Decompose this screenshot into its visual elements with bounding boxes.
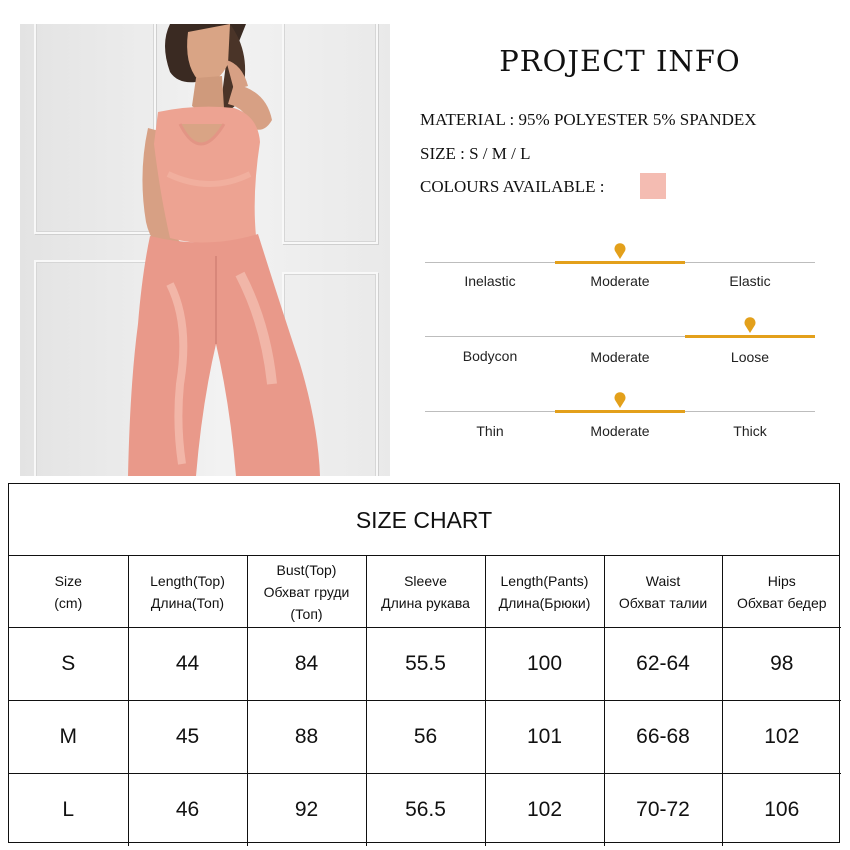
colours-text: COLOURS AVAILABLE : — [420, 177, 605, 196]
project-info-title: PROJECT INFO — [499, 44, 741, 78]
table-cell: M — [9, 701, 128, 774]
elasticity-scale — [425, 262, 815, 322]
header-line: (Топ) — [290, 605, 323, 622]
scale-label: Thin — [476, 423, 504, 439]
scale-label: Moderate — [590, 423, 650, 439]
header-line: Обхват бедер — [736, 594, 827, 611]
scale-label: Moderate — [590, 273, 650, 289]
table-cell: 44 — [128, 628, 247, 701]
table-cell: 55.5 — [366, 628, 485, 701]
size-text: SIZE : S / M / L — [420, 144, 531, 163]
table-cell: 45 — [128, 701, 247, 774]
scale-label: Inelastic — [464, 273, 516, 289]
scale-label: Loose — [730, 349, 770, 365]
header-line: Size — [54, 572, 82, 589]
table-cell: 102 — [485, 774, 604, 847]
table-cell: 92 — [247, 774, 366, 847]
colour-swatch — [640, 173, 666, 199]
table-header-row — [9, 556, 841, 628]
header-length-pants — [485, 556, 604, 628]
header-line: Length(Pants) — [500, 572, 589, 589]
table-cell: 66-68 — [604, 701, 722, 774]
size-chart-title: SIZE CHART — [9, 484, 839, 556]
model-figure — [20, 24, 390, 476]
header-line: Hips — [767, 572, 796, 589]
header-size — [9, 556, 128, 628]
table-cell: 56.5 — [366, 774, 485, 847]
header-length-top — [128, 556, 247, 628]
table-cell: 88 — [247, 701, 366, 774]
header-line: Waist — [645, 572, 681, 589]
scale-label: Moderate — [590, 349, 650, 365]
table-cell: 62-64 — [604, 628, 722, 701]
scale-label: Bodycon — [462, 348, 518, 364]
material-text: MATERIAL : 95% POLYESTER 5% SPANDEX — [420, 110, 757, 129]
header-hips — [722, 556, 841, 628]
scale-label: Thick — [733, 423, 767, 439]
header-bust-top — [247, 556, 366, 628]
location-pin-icon — [743, 317, 757, 333]
table-cell: 100 — [485, 628, 604, 701]
table-cell: 101 — [485, 701, 604, 774]
table-cell: 46 — [128, 774, 247, 847]
size-table — [9, 556, 841, 846]
table-row — [9, 701, 841, 774]
table-cell: S — [9, 628, 128, 701]
scale-label: Elastic — [729, 273, 771, 289]
fit-scale — [425, 336, 815, 396]
table-cell: 102 — [722, 701, 841, 774]
header-line: Обхват талии — [618, 594, 708, 611]
table-cell: 70-72 — [604, 774, 722, 847]
header-line: (cm) — [54, 594, 83, 611]
header-line: Bust(Top) — [276, 561, 337, 578]
header-line: Sleeve — [404, 572, 447, 589]
table-cell: 56 — [366, 701, 485, 774]
header-waist — [604, 556, 722, 628]
table-cell: 98 — [722, 628, 841, 701]
header-line: Длина(Топ) — [150, 594, 225, 611]
header-line: Длина(Брюки) — [498, 594, 591, 611]
thickness-scale — [425, 411, 815, 471]
header-sleeve — [366, 556, 485, 628]
table-row — [9, 774, 841, 847]
header-line: Длина рукава — [381, 594, 470, 611]
scale-highlight — [555, 261, 685, 264]
header-line: Length(Top) — [150, 572, 225, 589]
scale-highlight — [555, 410, 685, 413]
table-cell: L — [9, 774, 128, 847]
location-pin-icon — [613, 392, 627, 408]
location-pin-icon — [613, 243, 627, 259]
product-photo — [20, 24, 390, 476]
table-cell: 84 — [247, 628, 366, 701]
header-line: Обхват груди — [263, 583, 350, 600]
table-cell: 106 — [722, 774, 841, 847]
size-chart — [8, 483, 840, 843]
scale-highlight — [685, 335, 815, 338]
table-row — [9, 628, 841, 701]
